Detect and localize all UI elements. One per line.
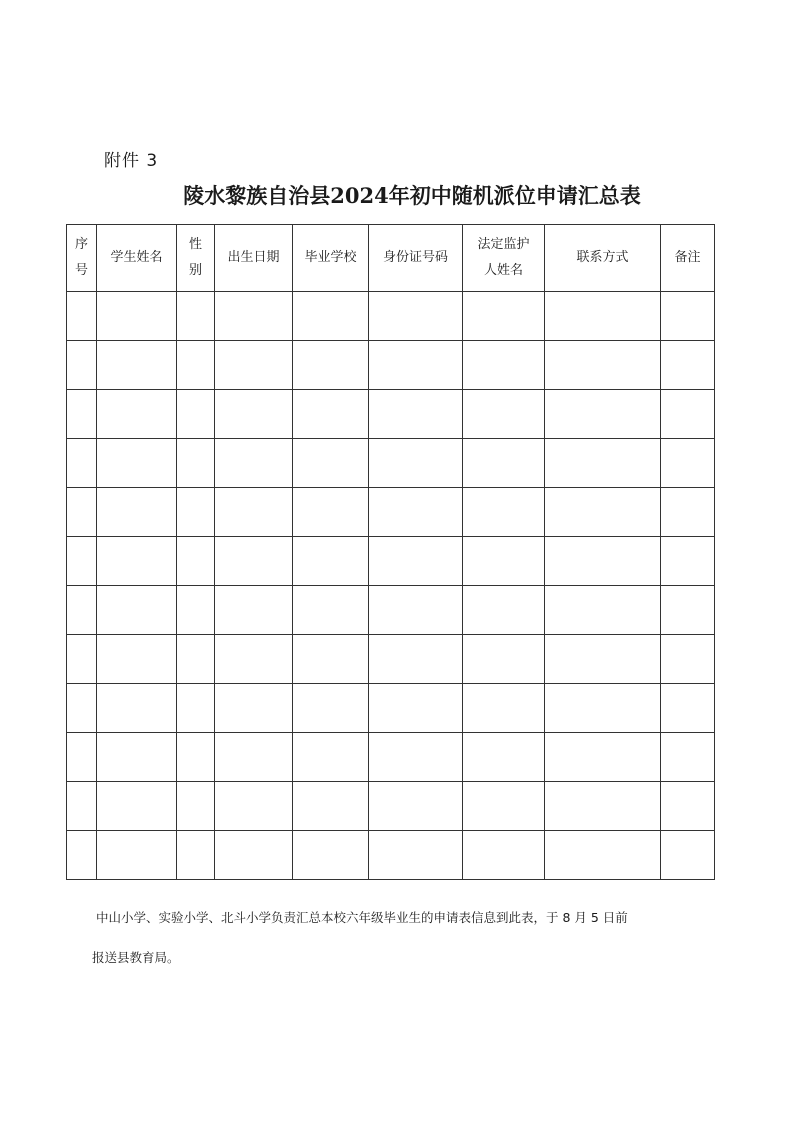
table-cell[interactable] xyxy=(97,341,177,390)
table-cell[interactable] xyxy=(293,635,369,684)
page-title: 陵水黎族自治县2024年初中随机派位申请汇总表 xyxy=(183,183,641,208)
table-cell[interactable] xyxy=(97,586,177,635)
table-cell[interactable] xyxy=(293,782,369,831)
table-cell[interactable] xyxy=(369,733,463,782)
table-cell[interactable] xyxy=(545,635,661,684)
table-cell[interactable] xyxy=(661,831,715,880)
table-cell[interactable] xyxy=(545,586,661,635)
table-row xyxy=(67,537,715,586)
table-cell[interactable] xyxy=(293,390,369,439)
table-cell[interactable] xyxy=(661,635,715,684)
table-row xyxy=(67,292,715,341)
table-cell[interactable] xyxy=(67,390,97,439)
table-cell[interactable] xyxy=(463,390,545,439)
header-id-number: 身份证号码 xyxy=(369,225,463,292)
table-cell[interactable] xyxy=(67,831,97,880)
table-cell[interactable] xyxy=(463,586,545,635)
table-cell[interactable] xyxy=(369,684,463,733)
table-cell[interactable] xyxy=(293,733,369,782)
table-cell[interactable] xyxy=(369,586,463,635)
table-row xyxy=(67,439,715,488)
table-cell[interactable] xyxy=(215,341,293,390)
table-cell[interactable] xyxy=(215,586,293,635)
table-cell[interactable] xyxy=(177,341,215,390)
table-cell[interactable] xyxy=(215,537,293,586)
table-cell[interactable] xyxy=(215,488,293,537)
table-cell[interactable] xyxy=(67,341,97,390)
header-birth-date: 出生日期 xyxy=(215,225,293,292)
table-cell[interactable] xyxy=(463,439,545,488)
table-cell[interactable] xyxy=(545,537,661,586)
table-cell[interactable] xyxy=(369,292,463,341)
table-cell[interactable] xyxy=(463,782,545,831)
table-cell[interactable] xyxy=(177,439,215,488)
table-cell[interactable] xyxy=(215,292,293,341)
header-contact: 联系方式 xyxy=(545,225,661,292)
table-cell[interactable] xyxy=(97,635,177,684)
table-cell[interactable] xyxy=(177,684,215,733)
table-cell[interactable] xyxy=(293,586,369,635)
table-cell[interactable] xyxy=(215,782,293,831)
table-cell[interactable] xyxy=(463,488,545,537)
table-cell[interactable] xyxy=(369,537,463,586)
table-cell[interactable] xyxy=(177,733,215,782)
table-cell[interactable] xyxy=(97,733,177,782)
table-row xyxy=(67,341,715,390)
table-cell[interactable] xyxy=(97,292,177,341)
table-cell[interactable] xyxy=(97,537,177,586)
table-cell[interactable] xyxy=(177,537,215,586)
table-cell[interactable] xyxy=(661,586,715,635)
table-cell[interactable] xyxy=(661,390,715,439)
table-cell[interactable] xyxy=(215,635,293,684)
attachment-label: 附件 3 xyxy=(104,151,159,171)
table-row xyxy=(67,390,715,439)
table-cell[interactable] xyxy=(293,537,369,586)
header-guardian-name: 法定监护 人姓名 xyxy=(463,225,545,292)
summary-table xyxy=(66,224,715,880)
table-cell[interactable] xyxy=(661,341,715,390)
table-cell[interactable] xyxy=(545,390,661,439)
header-seq: 序 号 xyxy=(67,225,97,292)
table-cell[interactable] xyxy=(293,292,369,341)
table-cell[interactable] xyxy=(215,733,293,782)
table-row xyxy=(67,635,715,684)
table-cell[interactable] xyxy=(177,292,215,341)
table-cell[interactable] xyxy=(463,635,545,684)
table-cell[interactable] xyxy=(545,782,661,831)
table-cell[interactable] xyxy=(177,635,215,684)
table-cell[interactable] xyxy=(97,390,177,439)
table-cell[interactable] xyxy=(67,292,97,341)
table-cell[interactable] xyxy=(545,684,661,733)
table-cell[interactable] xyxy=(97,488,177,537)
table-cell[interactable] xyxy=(293,831,369,880)
table-cell[interactable] xyxy=(545,733,661,782)
footnote-line-1: 中山小学、实验小学、北斗小学负责汇总本校六年级毕业生的申请表信息到此表，于 8 月 5 日前 xyxy=(96,910,628,925)
table-cell[interactable] xyxy=(177,488,215,537)
table-cell[interactable] xyxy=(661,782,715,831)
header-gender: 性 别 xyxy=(177,225,215,292)
table-row xyxy=(67,733,715,782)
table-cell[interactable] xyxy=(215,439,293,488)
table-cell[interactable] xyxy=(463,684,545,733)
table-cell[interactable] xyxy=(67,684,97,733)
table-cell[interactable] xyxy=(369,488,463,537)
table-cell[interactable] xyxy=(67,782,97,831)
table-cell[interactable] xyxy=(463,831,545,880)
table-row xyxy=(67,684,715,733)
header-remark: 备注 xyxy=(661,225,715,292)
table-cell[interactable] xyxy=(369,635,463,684)
table-cell[interactable] xyxy=(369,831,463,880)
table-cell[interactable] xyxy=(463,341,545,390)
table-cell[interactable] xyxy=(369,341,463,390)
table-cell[interactable] xyxy=(67,733,97,782)
table-cell[interactable] xyxy=(661,292,715,341)
table-cell[interactable] xyxy=(67,537,97,586)
table-cell[interactable] xyxy=(97,831,177,880)
table-cell[interactable] xyxy=(177,586,215,635)
footnote xyxy=(92,898,736,978)
footnote-line-2: 报送县教育局。 xyxy=(92,950,180,965)
table-cell[interactable] xyxy=(661,439,715,488)
table-cell[interactable] xyxy=(67,439,97,488)
table-row xyxy=(67,831,715,880)
header-row xyxy=(67,225,715,292)
table-cell[interactable] xyxy=(215,831,293,880)
table-row xyxy=(67,782,715,831)
table-cell[interactable] xyxy=(215,684,293,733)
table-cell[interactable] xyxy=(661,488,715,537)
table-cell[interactable] xyxy=(293,684,369,733)
header-school: 毕业学校 xyxy=(293,225,369,292)
table-cell[interactable] xyxy=(369,439,463,488)
table-cell[interactable] xyxy=(545,341,661,390)
header-student-name: 学生姓名 xyxy=(97,225,177,292)
table-body xyxy=(67,292,715,880)
table-cell[interactable] xyxy=(463,537,545,586)
table-row xyxy=(67,488,715,537)
table-cell[interactable] xyxy=(293,488,369,537)
table-cell[interactable] xyxy=(545,831,661,880)
table-cell[interactable] xyxy=(545,488,661,537)
table-cell[interactable] xyxy=(293,341,369,390)
table-cell[interactable] xyxy=(67,635,97,684)
table-cell[interactable] xyxy=(545,292,661,341)
table-cell[interactable] xyxy=(215,390,293,439)
table-cell[interactable] xyxy=(545,439,661,488)
table-cell[interactable] xyxy=(463,733,545,782)
table-cell[interactable] xyxy=(369,390,463,439)
table-cell[interactable] xyxy=(177,831,215,880)
table-cell[interactable] xyxy=(177,390,215,439)
table-cell[interactable] xyxy=(293,439,369,488)
table-cell[interactable] xyxy=(67,586,97,635)
table-cell[interactable] xyxy=(97,782,177,831)
table-cell[interactable] xyxy=(67,488,97,537)
table-cell[interactable] xyxy=(661,684,715,733)
table-cell[interactable] xyxy=(97,439,177,488)
table-cell[interactable] xyxy=(97,684,177,733)
table-cell[interactable] xyxy=(661,537,715,586)
table-cell[interactable] xyxy=(177,782,215,831)
table-cell[interactable] xyxy=(369,782,463,831)
table-cell[interactable] xyxy=(661,733,715,782)
table-row xyxy=(67,586,715,635)
table-cell[interactable] xyxy=(463,292,545,341)
